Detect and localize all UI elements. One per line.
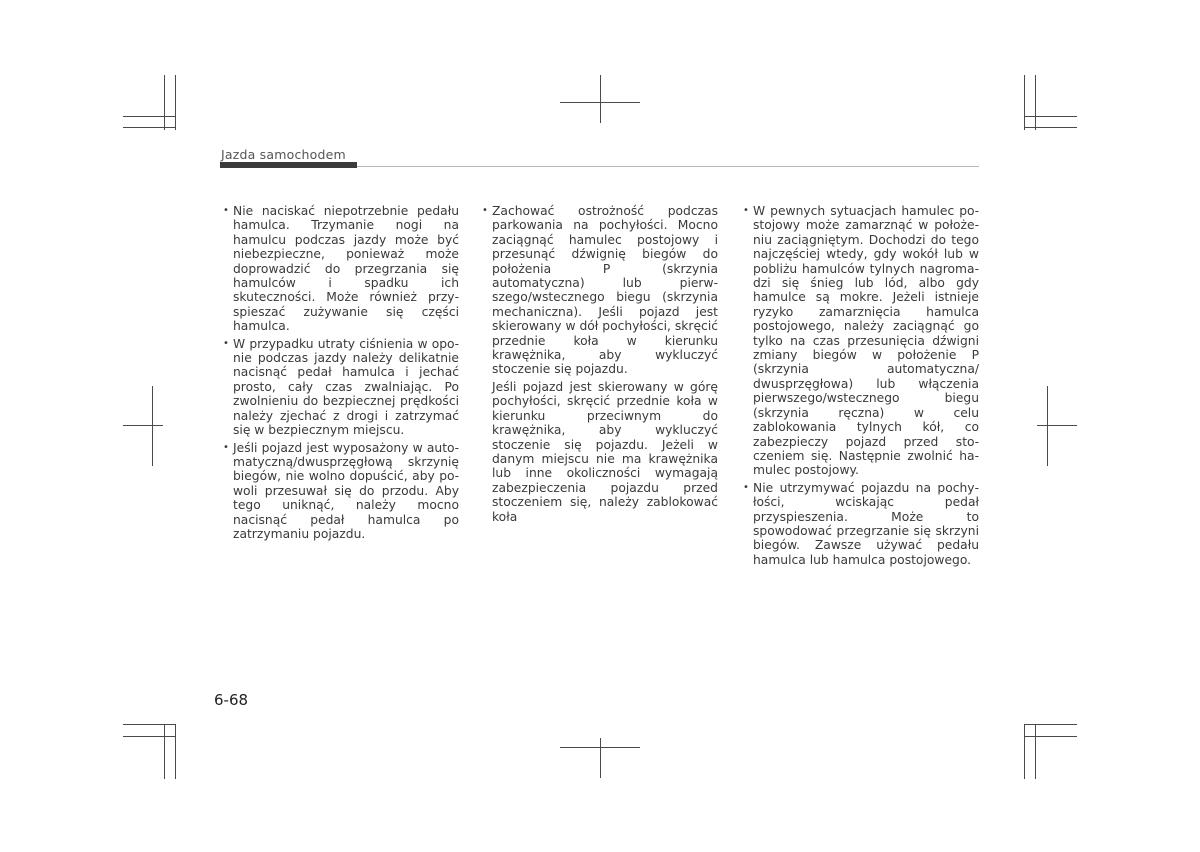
- section-header-title: Jazda samochodem: [221, 147, 346, 162]
- header-accent-bar: [220, 162, 357, 168]
- text-column-2: [482, 204, 718, 524]
- bullet-item: • Jeśli pojazd jest wyposażony w automatyczną/dwusprzęgłową skrzynię biegów, nie wolno dopuścić, aby powoli przesuwał się do przodu. Aby tego uniknąć, należy mocno nacisnąć pedał hamulca po zatrzymaniu pojazdu.: [223, 441, 459, 542]
- text-column-3: [743, 204, 979, 570]
- bullet-item: • Nie naciskać niepotrzebnie pedału hamulca. Trzymanie nogi na hamulcu podczas jazdy może być niebezpieczne, ponieważ może doprowadzić do przegrzania się hamulców i spadku ich skuteczności. Może również przyspieszać zużywanie się części hamulca.: [223, 204, 459, 334]
- bullet-item: • Nie utrzymywać pojazdu na pochyłości, wciskając pedał przyspieszenia. Może to spowodować przegrzanie się skrzyni biegów. Zawsze używać pedału hamulca lub hamulca postojowego.: [743, 481, 979, 567]
- text-column-1: [223, 204, 459, 544]
- page-number: 6-68: [214, 691, 249, 709]
- header-rule: [357, 166, 979, 167]
- bullet-item: • Zachować ostrożność podczas parkowania na pochyłości. Mocno zaciągnąć hamulec postojowy i przesunąć dźwignię biegów do położenia P (skrzynia automatyczna) lub pierwszego/wstecznego biegu (skrzynia mechaniczna). Jeśli pojazd jest skierowany w dół pochyłości, skręcić przednie koła w kierunku krawężnika, aby wykluczyć stoczenie się pojazdu.: [482, 204, 718, 377]
- continuation-paragraph: Jeśli pojazd jest skierowany w górę pochyłości, skręcić przednie koła w kierunku przeciwnym do krawężnika, aby wykluczyć stoczenie się pojazdu. Jeżeli w danym miejscu nie ma krawężnika lub inne okoliczności wymagają zabezpieczenia pojazdu przed stoczeniem się, należy zablokować koła: [492, 379, 718, 524]
- bullet-item: • W przypadku utraty ciśnienia w oponie podczas jazdy należy delikatnie nacisnąć pedał hamulca i jechać prosto, cały czas zwalniając. Po zwolnieniu do bezpiecznej prędkości należy zjechać z drogi i zatrzymać się w bezpiecznym miejscu.: [223, 337, 459, 438]
- bullet-item: • W pewnych sytuacjach hamulec postojowy może zamarznąć w położeniu zaciągniętym. Dochodzi do tego najczęściej wtedy, gdy wokół lub w pobliżu hamulców tylnych nagromadzi się śnieg lub lód, albo gdy hamulce są mokre. Jeżeli istnieje ryzyko zamarznięcia hamulca postojowego, należy zaciągnąć go tylko na czas przesunięcia dźwigni zmiany biegów w położenie P (skrzynia automatyczna/ dwusprzęgłowa) lub włączenia pierwszego/wstecznego biegu (skrzynia ręczna) w celu zablokowania tylnych kół, co zabezpieczy pojazd przed stoczeniem się. Następnie zwolnić hamulec postojowy.: [743, 204, 979, 478]
